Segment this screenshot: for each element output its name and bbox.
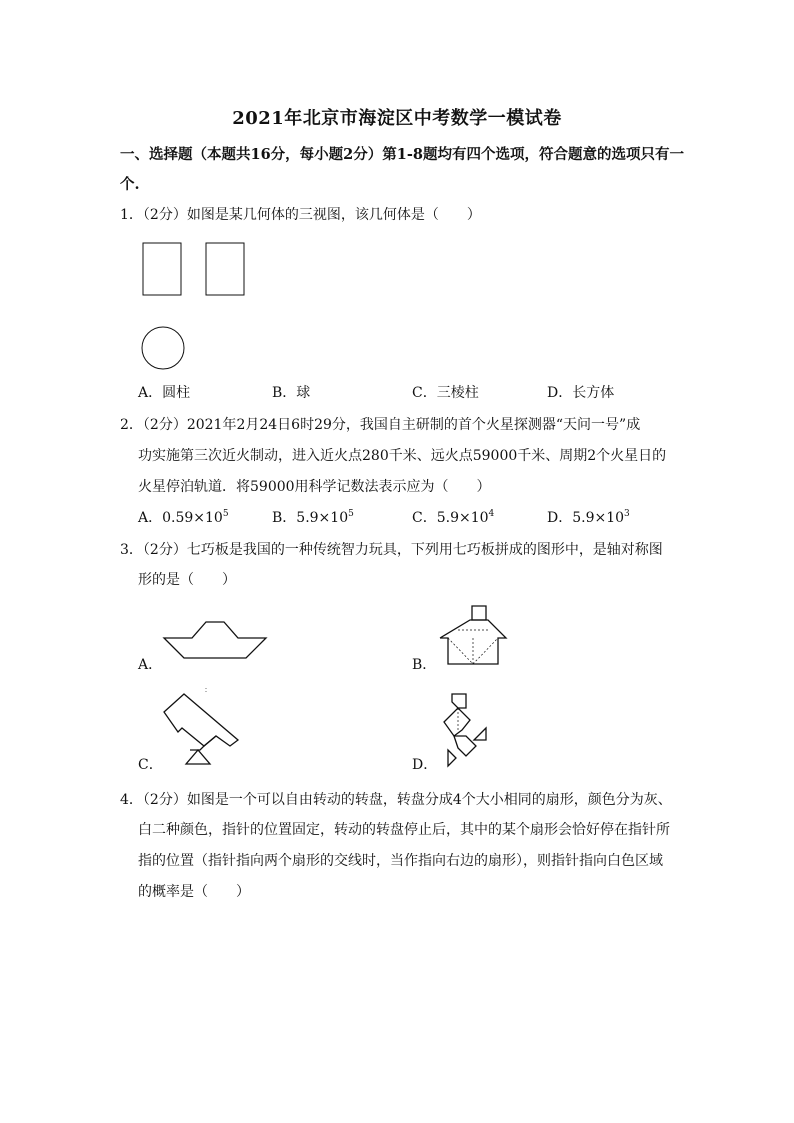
- question-1-option-d: D．长方体: [547, 385, 615, 401]
- question-1-option-a: A．圆柱: [138, 385, 191, 401]
- question-4-line-2: 白二种颜色，指针的位置固定，转动的转盘停止后，其中的某个扇形会恰好停在指针所: [138, 822, 670, 838]
- question-1-option-c: C．三棱柱: [412, 385, 479, 401]
- front-view-rectangle: [143, 243, 181, 295]
- question-2-line-3: 火星停泊轨道．将59000用科学记数法表示应为（ ）: [138, 479, 491, 495]
- question-1-three-views-figure: [140, 240, 250, 370]
- question-2-line-2: 功实施第三次近火制动，进入近火点280千米、远火点59000千米、周期2个火星日的: [138, 448, 667, 464]
- top-view-circle: [142, 327, 184, 369]
- question-1-option-b: B．球: [272, 385, 311, 401]
- question-2-option-b: B．$5.9\times 10^5$: [272, 509, 354, 526]
- question-3-option-d-label: D．: [412, 757, 438, 773]
- question-2-option-d: D．$5.9\times 10^3$: [547, 509, 630, 526]
- side-view-rectangle: [206, 243, 244, 295]
- question-4-line-1: 4．（2分）如图是一个可以自由转动的转盘，转盘分成4个大小相同的扇形，颜色分为灰、: [120, 792, 672, 808]
- question-2-option-a: A．$0.59\times 10^5$: [138, 509, 229, 526]
- section-heading-line-1: 一、选择题（本题共16分，每小题2分）第1-8题均有四个选项，符合题意的选项只有一: [120, 146, 684, 163]
- question-2-option-c: C．$5.9\times 10^4$: [412, 509, 495, 526]
- tangram-bird-figure: [160, 688, 250, 768]
- question-2-line-1: 2．（2分）2021年2月24日6时29分，我国自主研制的首个火星探测器“天问一号”成: [120, 417, 641, 433]
- question-4-line-4: 的概率是（ ）: [138, 884, 250, 900]
- question-3-line-2: 形的是（ ）: [138, 572, 236, 588]
- section-heading-line-2: 个.: [120, 176, 140, 193]
- page-title: 2021年北京市海淀区中考数学一模试卷: [232, 108, 562, 129]
- question-3-option-b-label: B．: [412, 657, 437, 673]
- question-3-option-c-label: C．: [138, 757, 163, 773]
- tangram-boat-figure: [160, 618, 270, 664]
- tangram-figure-person: [436, 690, 496, 770]
- question-1-stem: 1．（2分）如图是某几何体的三视图，该几何体是（ ）: [120, 207, 481, 223]
- question-4-line-3: 指的位置（指针指向两个扇形的交线时，当作指向右边的扇形），则指针指向白色区域: [138, 853, 663, 869]
- tangram-house-figure: [436, 602, 516, 666]
- question-3-line-1: 3．（2分）七巧板是我国的一种传统智力玩具，下列用七巧板拼成的图形中，是轴对称图: [120, 542, 663, 558]
- question-3-option-a-label: A．: [138, 657, 163, 673]
